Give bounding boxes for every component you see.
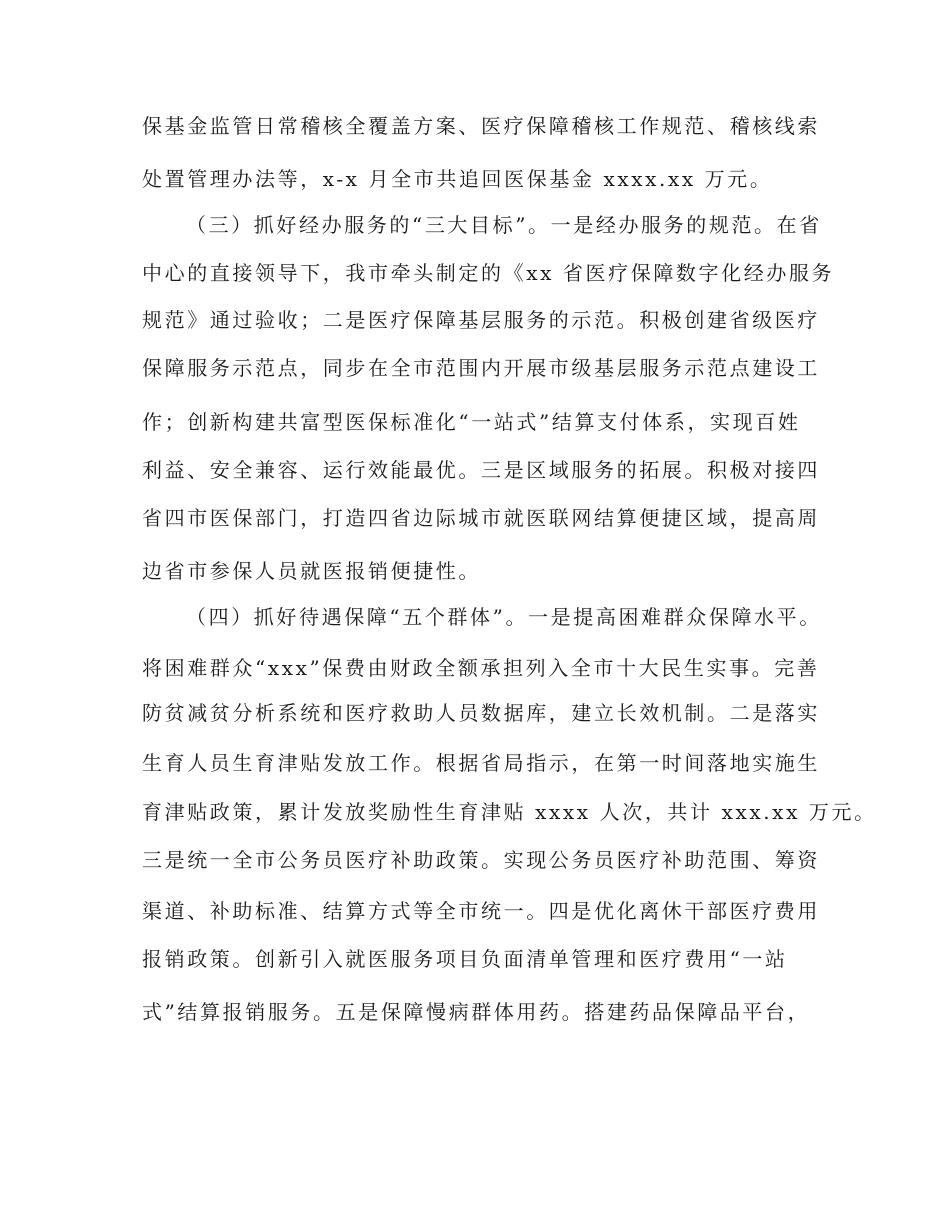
paragraph-line: （三）抓好经办服务的“三大目标”。一是经办服务的规范。在省 (186, 213, 822, 237)
paragraph-line: 保障服务示范点，同步在全市范围内开展市级基层服务示范点建设工 (142, 356, 820, 380)
paragraph-line: 保基金监管日常稽核全覆盖方案、医疗保障稽核工作规范、稽核线索 (142, 114, 820, 138)
paragraph-line: 式”结算报销服务。五是保障慢病群体用药。搭建药品保障品平台， (142, 1000, 811, 1024)
paragraph-line: 育津贴政策，累计发放奖励性生育津贴 xxxx 人次，共计 xxx.xx 万元。 (142, 800, 877, 824)
paragraph-line: 中心的直接领导下，我市牵头制定的《xx 省医疗保障数字化经办服务 (142, 261, 835, 285)
paragraph-line: 报销政策。创新引入就医服务项目负面清单管理和医疗费用“一站 (142, 947, 788, 971)
paragraph-line: 将困难群众“xxx”保费由财政全额承担列入全市十大民生实事。完善 (142, 656, 820, 680)
paragraph-line: 生育人员生育津贴发放工作。根据省局指示，在第一时间落地实施生 (142, 751, 820, 775)
paragraph-line: 三是统一全市公务员医疗补助政策。实现公务员医疗补助范围、筹资 (142, 848, 820, 872)
paragraph-line: 渠道、补助标准、结算方式等全市统一。四是优化离休干部医疗费用 (142, 899, 820, 923)
paragraph-line: 省四市医保部门，打造四省边际城市就医联网结算便捷区域，提高周 (142, 506, 820, 530)
paragraph-line: 处置管理办法等，x-x 月全市共追回医保基金 xxxx.xx 万元。 (142, 167, 773, 191)
paragraph-line: 作；创新构建共富型医保标准化“一站式”结算支付体系，实现百姓 (142, 410, 801, 434)
paragraph-line: （四）抓好待遇保障“五个群体”。一是提高困难群众保障水平。 (186, 605, 822, 629)
paragraph-line: 防贫减贫分析系统和医疗救助人员数据库，建立长效机制。二是落实 (142, 701, 820, 725)
paragraph-line: 规范》通过验收；二是医疗保障基层服务的示范。积极创建省级医疗 (142, 308, 820, 332)
paragraph-line: 利益、安全兼容、运行效能最优。三是区域服务的拓展。积极对接四 (142, 458, 820, 482)
paragraph-line: 边省市参保人员就医报销便捷性。 (142, 559, 481, 583)
